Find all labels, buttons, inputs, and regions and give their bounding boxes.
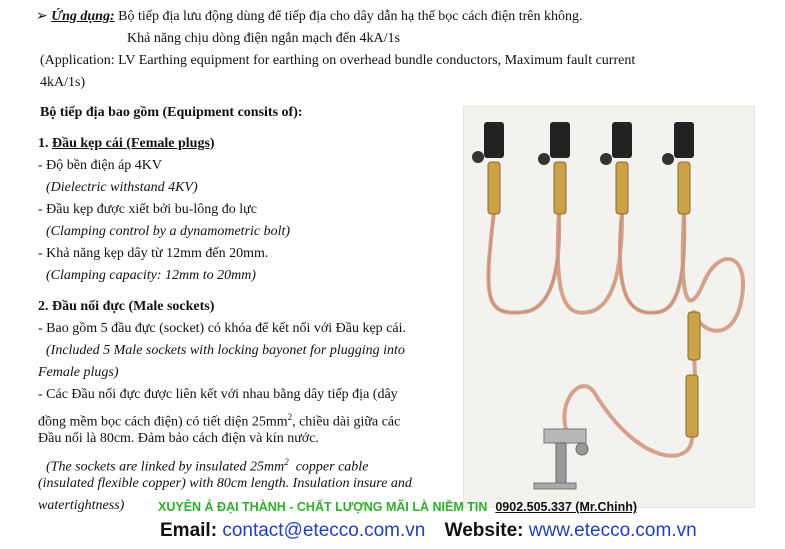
earth-clamp-icon: [534, 429, 588, 489]
section1-line: (Clamping capacity: 12mm to 20mm): [46, 268, 256, 283]
section2-text: , chiều dài giữa các: [292, 414, 401, 430]
application-text-vi-2: Khả năng chịu dòng điện ngắn mạch đến 4kA/1s: [127, 31, 400, 46]
superscript: 2: [287, 412, 293, 422]
section1-line: - Đầu kẹp được xiết bởi bu-lông đo lực: [38, 202, 257, 217]
section1-title: Đầu kẹp cái (Female plugs): [52, 136, 215, 151]
application-line: [36, 8, 583, 26]
section1-line: - Khả năng kẹp dây từ 12mm đến 20mm.: [38, 246, 269, 261]
section1-heading: [38, 135, 215, 153]
copper-cable-icon: [488, 212, 743, 456]
section1-number: 1.: [38, 136, 49, 151]
website-label: Website:: [444, 520, 524, 541]
section1-line: - Độ bền điện áp 4KV: [38, 158, 163, 173]
email-link[interactable]: contact@etecco.com.vn: [222, 520, 426, 541]
equipment-heading: Bộ tiếp địa bao gồm (Equipment consits of):: [40, 105, 303, 120]
section2-line-with-superscript: [46, 453, 368, 477]
earthing-equipment-illustration: [464, 107, 754, 507]
email-label: Email:: [160, 520, 218, 541]
section2-line: (Included 5 Male sockets with locking bayonet for plugging into: [46, 343, 405, 358]
section2-text: (The sockets are linked by insulated 25mm: [46, 459, 285, 475]
bullet-arrow-icon: ➢: [36, 9, 48, 24]
company-slogan: XUYÊN Á ĐẠI THÀNH - CHẤT LƯỢNG MÃI LÀ NIỀM TIN: [158, 500, 488, 514]
phone-number[interactable]: 0902.505.337 (Mr.Chinh): [495, 500, 638, 514]
footer-slogan-line: [158, 500, 637, 514]
product-photo: [463, 106, 755, 508]
section2-line: (insulated flexible copper) with 80cm length. Insulation insure and: [38, 476, 412, 491]
section2-line: - Bao gồm 5 đầu đực (socket) có khóa để kết nối với Đầu kẹp cái.: [38, 321, 406, 336]
section2-line: Đầu nối là 80cm. Đảm bảo cách điện và kín nước.: [38, 431, 319, 446]
section2-text: đồng mềm bọc cách điện) có tiết diện 25mm: [38, 414, 288, 430]
application-text-en-2: 4kA/1s): [40, 75, 86, 90]
section2-title: 2. Đầu nối đực (Male sockets): [38, 299, 215, 314]
application-text-en-1: (Application: LV Earthing equipment for earthing on overhead bundle conductors, Maximum fault current: [40, 53, 636, 68]
section2-line-with-superscript: [38, 408, 400, 432]
superscript: 2: [284, 457, 289, 467]
section1-line: (Clamping control by a dynamometric bolt): [46, 224, 291, 239]
website-link[interactable]: www.etecco.com.vn: [528, 520, 697, 541]
application-text-vi: Bộ tiếp địa lưu động dùng để tiếp địa cho dây dẫn hạ thế bọc cách điện trên không.: [118, 9, 583, 24]
section2-line: watertightness): [38, 498, 125, 513]
section2-text: copper cable: [288, 459, 369, 475]
application-label: Ứng dụng:: [51, 9, 115, 24]
section1-line: (Dielectric withstand 4KV): [46, 180, 198, 195]
section2-line: Female plugs): [38, 365, 119, 380]
section2-line: - Các Đầu nối đực được liên kết với nhau bằng dây tiếp địa (dây: [38, 387, 398, 402]
footer-contact-line: [160, 520, 697, 542]
female-plug-icon: [472, 122, 694, 165]
